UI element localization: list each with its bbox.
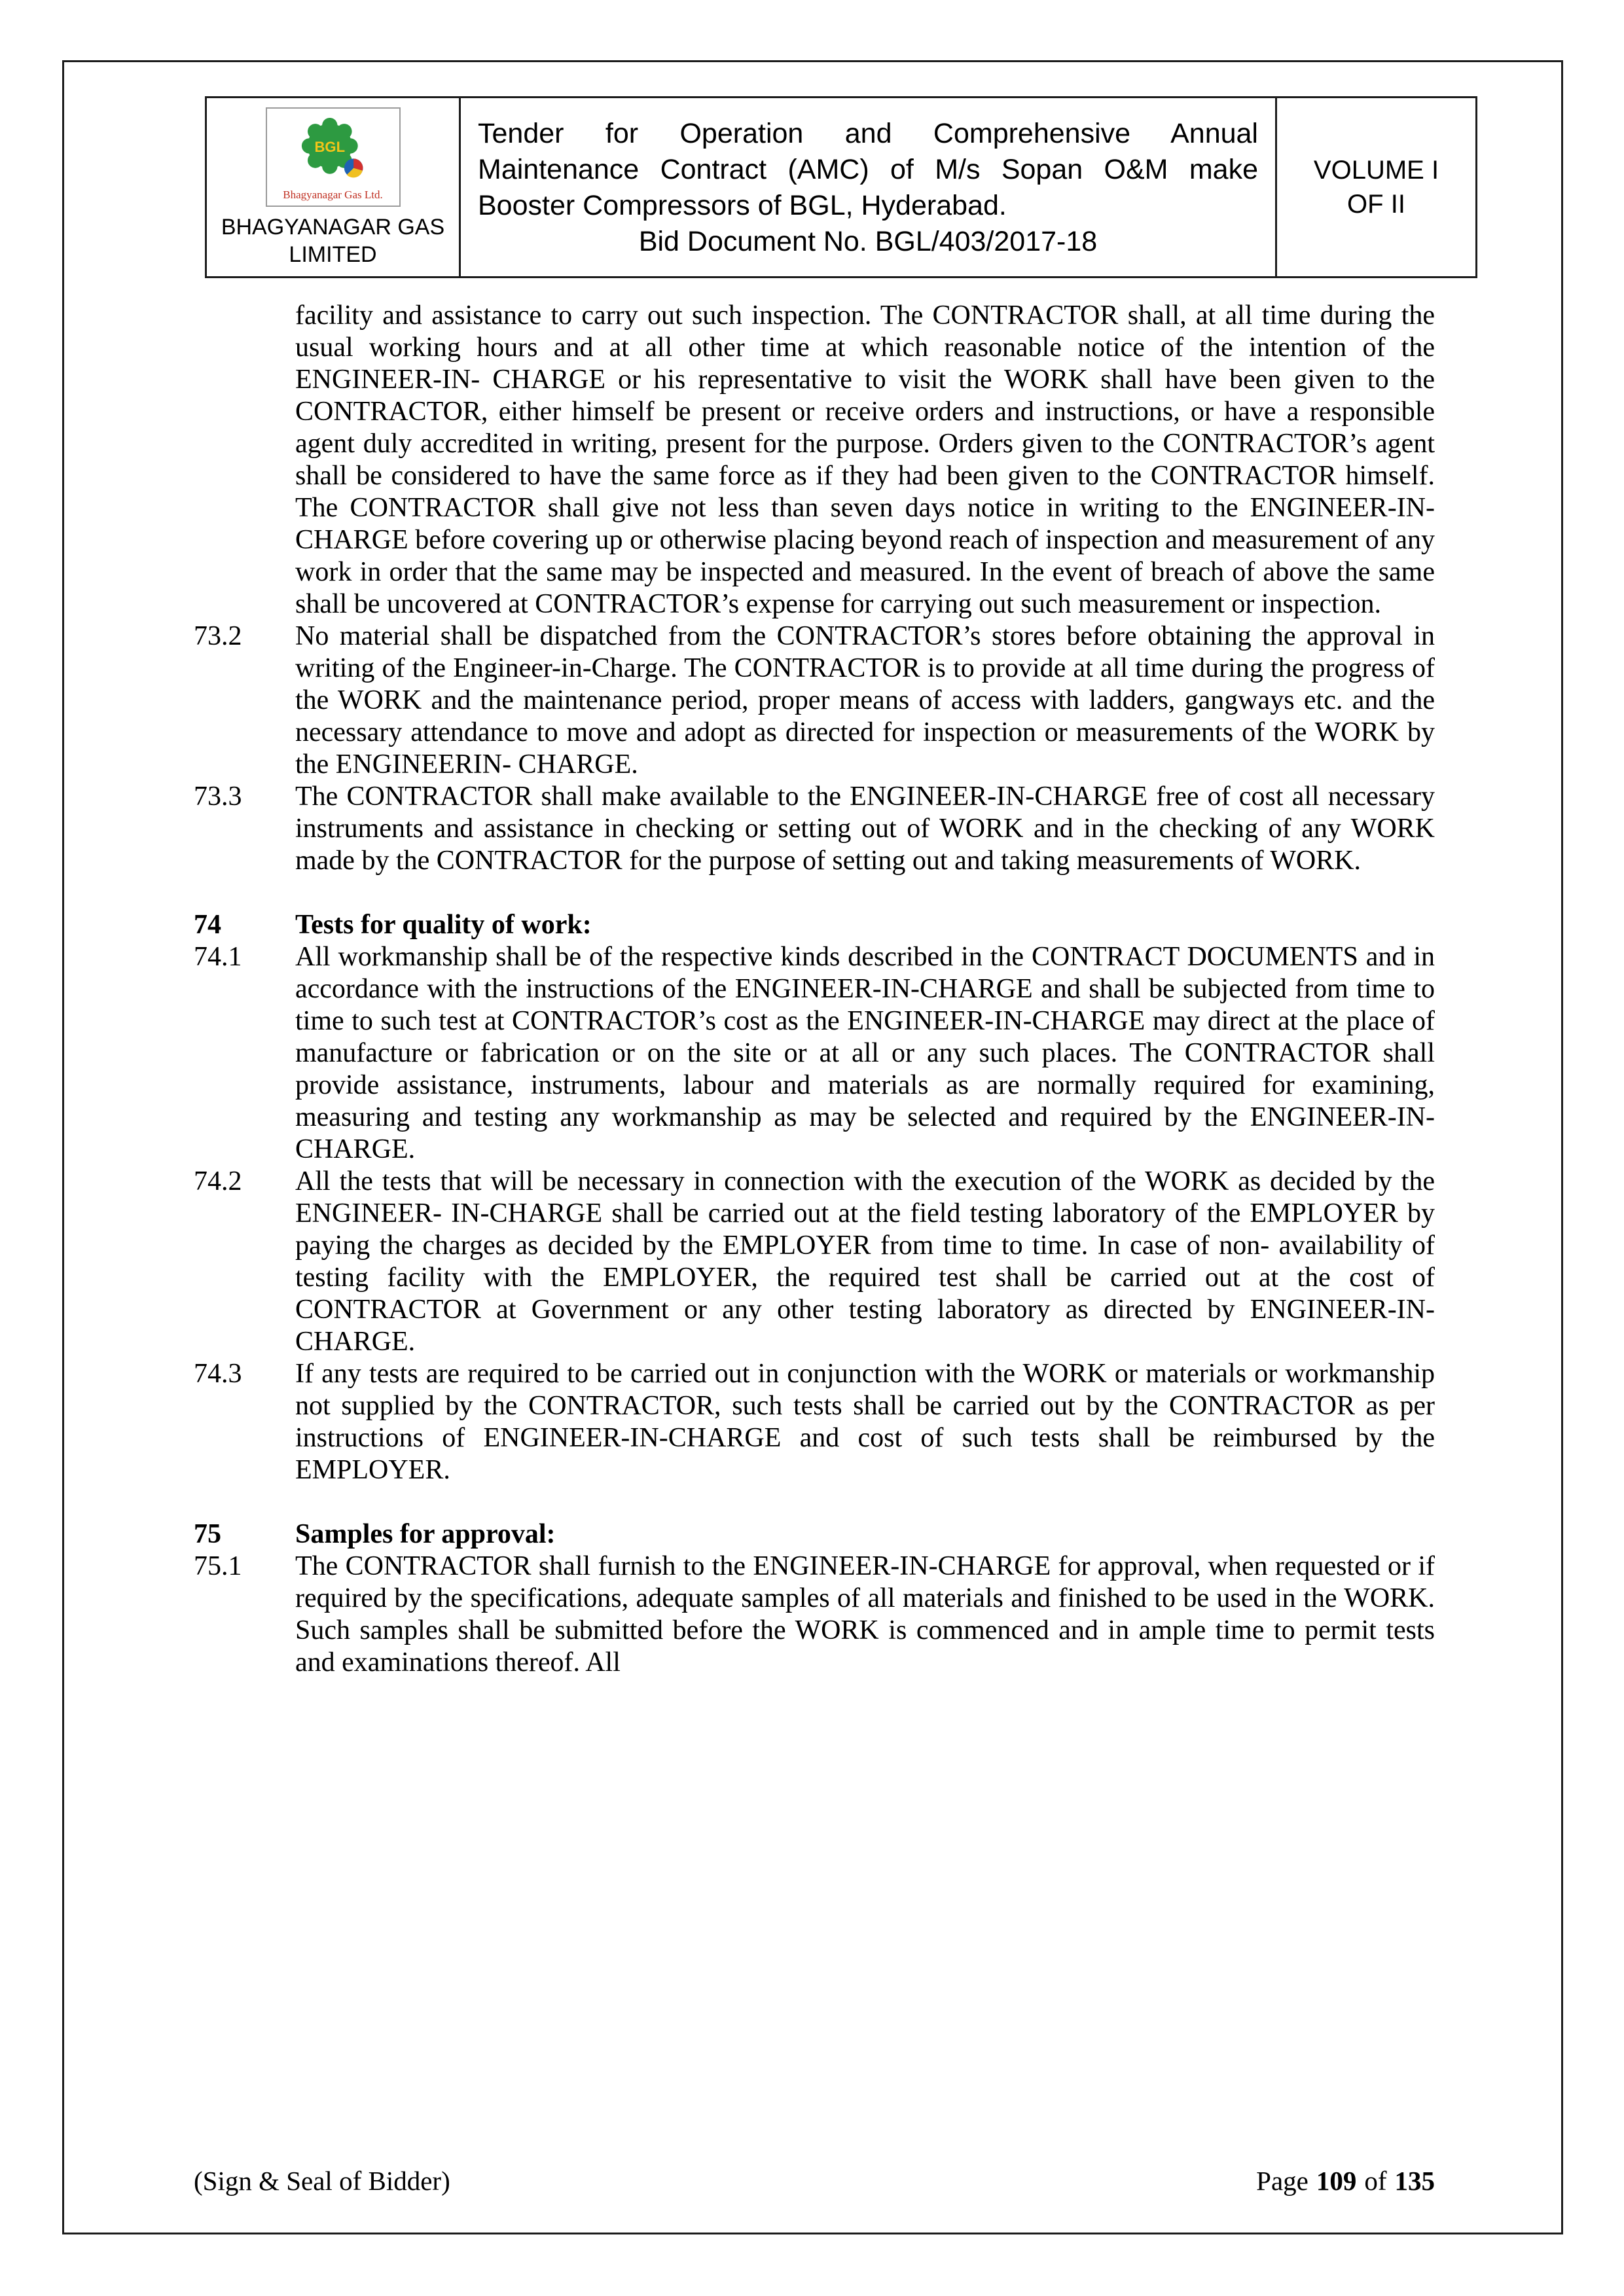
logo-caption: Bhagyanagar Gas Ltd.	[283, 188, 383, 201]
section-text: The CONTRACTOR shall make available to the ENGINEER-IN-CHARGE free of cost all necessary instruments and assistance in checking or setting out of WORK and in the checking of any WORK made by the CONTRACTOR for the purpose of setting out and taking measurements of WORK.	[295, 781, 1435, 876]
section-row-75-1	[194, 1551, 1435, 1679]
section-row-74-3	[194, 1358, 1435, 1486]
section-heading-74	[194, 909, 1435, 941]
sign-seal-label: (Sign & Seal of Bidder)	[194, 2166, 450, 2196]
page-footer	[194, 2165, 1435, 2197]
section-row-74-1	[194, 941, 1435, 1166]
document-body	[194, 300, 1435, 1679]
header-table	[205, 96, 1477, 278]
logo-cell	[207, 98, 461, 276]
bid-document-number: Bid Document No. BGL/403/2017-18	[638, 226, 1098, 257]
company-name-line1: BHAGYANAGAR GAS	[221, 215, 445, 240]
company-logo	[266, 107, 401, 207]
section-number: 75.1	[194, 1551, 242, 1581]
section-row-73-1-cont	[194, 300, 1435, 620]
section-heading-text: Samples for approval:	[295, 1519, 556, 1549]
section-text: If any tests are required to be carried out in conjunction with the WORK or materials or workmanship not supplied by the CONTRACTOR, such tests shall be carried out by the CONTRACTOR as per instructions of ENGINEER-IN-CHARGE and cost of such tests shall be reimbursed by the EMPLOYER.	[295, 1359, 1435, 1485]
section-row-73-3	[194, 781, 1435, 877]
section-row-73-2	[194, 620, 1435, 781]
page-word: Page	[1256, 2166, 1308, 2196]
section-number: 74.3	[194, 1359, 242, 1389]
section-text: All workmanship shall be of the respective kinds described in the CONTRACT DOCUMENTS and in accordance with the instructions of the ENGINEER-IN-CHARGE and shall be subjected from time to time to such test at CONTRACTOR’s cost as the ENGINEER-IN-CHARGE may direct at the place of manufacture or fabrication or on the site or at all or any such places. The CONTRACTOR shall provide assistance, instruments, labour and materials as are normally required for examining, measuring and testing any workmanship as may be selected and required by the ENGINEER-IN-CHARGE.	[295, 942, 1435, 1164]
section-number: 73.3	[194, 781, 242, 812]
page-current: 109	[1316, 2166, 1357, 2196]
section-number: 73.2	[194, 621, 242, 651]
section-row-74-2	[194, 1166, 1435, 1358]
page-total: 135	[1394, 2166, 1435, 2196]
bgl-logo-icon	[291, 115, 376, 188]
section-heading-text: Tests for quality of work:	[295, 910, 592, 940]
section-number: 74.2	[194, 1166, 242, 1196]
section-heading-75	[194, 1518, 1435, 1551]
section-text: All the tests that will be necessary in connection with the execution of the WORK as decided by the ENGINEER- IN-CHARGE shall be carried out at the field testing laboratory of the EMPLOYER by paying the charges as decided by the EMPLOYER from time to time. In case of non- availability of testing facility with the EMPLOYER, the required test shall be carried out at the cost of CONTRACTOR at Government or any other testing laboratory as directed by ENGINEER-IN-CHARGE.	[295, 1166, 1435, 1357]
document-title-cell	[461, 98, 1277, 276]
document-title: Tender for Operation and Comprehensive Annual Maintenance Contract (AMC) of M/s Sopan O&M make Booster Compressors of BGL, Hyderabad.	[478, 118, 1258, 221]
section-number: 75	[194, 1519, 221, 1549]
section-number: 74	[194, 910, 221, 940]
section-text: No material shall be dispatched from the CONTRACTOR’s stores before obtaining the approval in writing of the Engineer-in-Charge. The CONTRACTOR is to provide at all time during the progress of the WORK and the maintenance period, proper means of access with ladders, gangways etc. and the necessary attendance to move and adopt as directed for inspection or measurements of the WORK by the ENGINEERIN- CHARGE.	[295, 621, 1435, 780]
volume-line1: VOLUME I	[1313, 156, 1439, 185]
section-text: facility and assistance to carry out such inspection. The CONTRACTOR shall, at all time during the usual working hours and at all other time at which reasonable notice of the intention of the ENGINEER-IN- CHARGE or his representative to visit the WORK shall have been given to the CONTRACTOR, either himself be present or receive orders and instructions, or have a responsible agent duly accredited in writing, present for the purpose. Orders given to the CONTRACTOR’s agent shall be considered to have the same force as if they had been given to the CONTRACTOR himself. The CONTRACTOR shall give not less than seven days notice in writing to the ENGINEER-IN-CHARGE before covering up or otherwise placing beyond reach of inspection and measurement of any work in order that the same may be inspected and measured. In the event of breach of above the same shall be uncovered at CONTRACTOR’s expense for carrying out such measurement or inspection.	[295, 300, 1435, 619]
section-number: 74.1	[194, 942, 242, 972]
bgl-logo-acronym: BGL	[314, 139, 345, 155]
of-word: of	[1364, 2166, 1387, 2196]
volume-cell	[1277, 98, 1475, 276]
logo-sphere-icon	[344, 158, 363, 177]
volume-line2: OF II	[1347, 190, 1405, 219]
page-number	[1256, 2165, 1435, 2197]
section-text: The CONTRACTOR shall furnish to the ENGINEER-IN-CHARGE for approval, when requested or if required by the specifications, adequate samples of all materials and finished to be used in the WORK. Such samples shall be submitted before the WORK is commenced and in ample time to permit tests and examinations thereof. All	[295, 1551, 1435, 1677]
company-name-line2: LIMITED	[289, 242, 377, 267]
company-name	[221, 213, 444, 268]
